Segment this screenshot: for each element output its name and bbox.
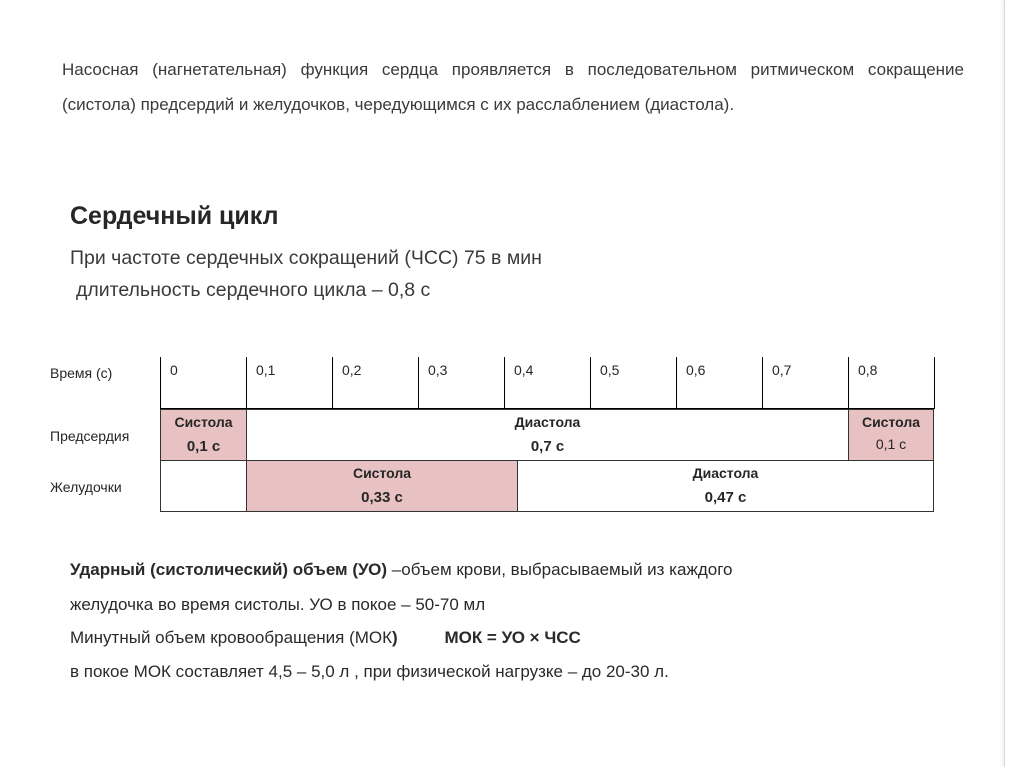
stroke-volume-line-2: желудочка во время систолы. УО в покое – 50-70 мл — [70, 595, 486, 614]
ventricles-systole-duration: 0,33 с — [361, 489, 403, 506]
atria-systole-2-duration: 0,1 с — [875, 436, 907, 452]
minute-volume-paren: ) — [392, 628, 398, 647]
intro-paragraph: Насосная (нагнетательная) функция сердца проявляется в последовательном ритмическом сокращение (систола) предсердий и желудочков, чередующимся с их расслаблением (диастола). — [62, 60, 964, 114]
time-tick: 0,7 — [762, 357, 848, 409]
time-tick: 0,4 — [504, 357, 590, 409]
time-tick: 0 — [160, 357, 246, 409]
stroke-volume-definition: –объем крови, выбрасываемый из каждого — [387, 560, 733, 579]
atria-diastole-duration: 0,7 с — [530, 438, 565, 455]
time-tick: 0,2 — [332, 357, 418, 409]
stroke-volume-term: Ударный (систолический) объем (УО) — [70, 560, 388, 579]
minute-volume-values: в покое МОК составляет 4,5 – 5,0 л , при физической нагрузке – до 20-30 л. — [70, 662, 669, 681]
time-tick: 0,8 — [848, 357, 935, 409]
cycle-duration-line: длительность сердечного цикла – 0,8 с — [76, 279, 431, 301]
ventricles-systole-bar — [246, 460, 518, 512]
ventricles-empty-cell — [160, 460, 247, 512]
atria-systole-duration: 0,1 с — [186, 438, 221, 455]
ventricles-systole-label: Систола — [352, 465, 412, 481]
row-label-atria: Предсердия — [50, 428, 130, 444]
heart-rate-line: При частоте сердечных сокращений (ЧСС) 75 в мин — [70, 247, 542, 269]
formula: МОК = УО × ЧСС — [444, 628, 581, 647]
section-title: Сердечный цикл — [70, 202, 279, 230]
row-label-ventricles: Желудочки — [50, 479, 122, 495]
ventricles-diastole-bar — [517, 460, 934, 512]
atria-systole-2-label: Систола — [861, 414, 921, 430]
time-tick: 0,6 — [676, 357, 762, 409]
slide-edge — [1004, 0, 1024, 767]
atria-diastole-label: Диастола — [514, 414, 581, 430]
time-tick: 0,3 — [418, 357, 504, 409]
atria-diastole-bar — [246, 409, 849, 461]
atria-systole-bar-2 — [848, 409, 934, 461]
atria-systole-label: Систола — [174, 414, 233, 430]
ventricles-diastole-label: Диастола — [692, 465, 759, 481]
stroke-volume-line — [70, 560, 732, 580]
row-label-time: Время (с) — [50, 365, 113, 381]
time-tick: 0,1 — [246, 357, 332, 409]
ventricles-diastole-duration: 0,47 с — [704, 489, 747, 506]
time-tick: 0,5 — [590, 357, 676, 409]
minute-volume-term: Минутный объем кровообращения (МОК — [70, 628, 393, 647]
atria-systole-bar — [160, 409, 247, 461]
minute-volume-line — [70, 628, 581, 648]
